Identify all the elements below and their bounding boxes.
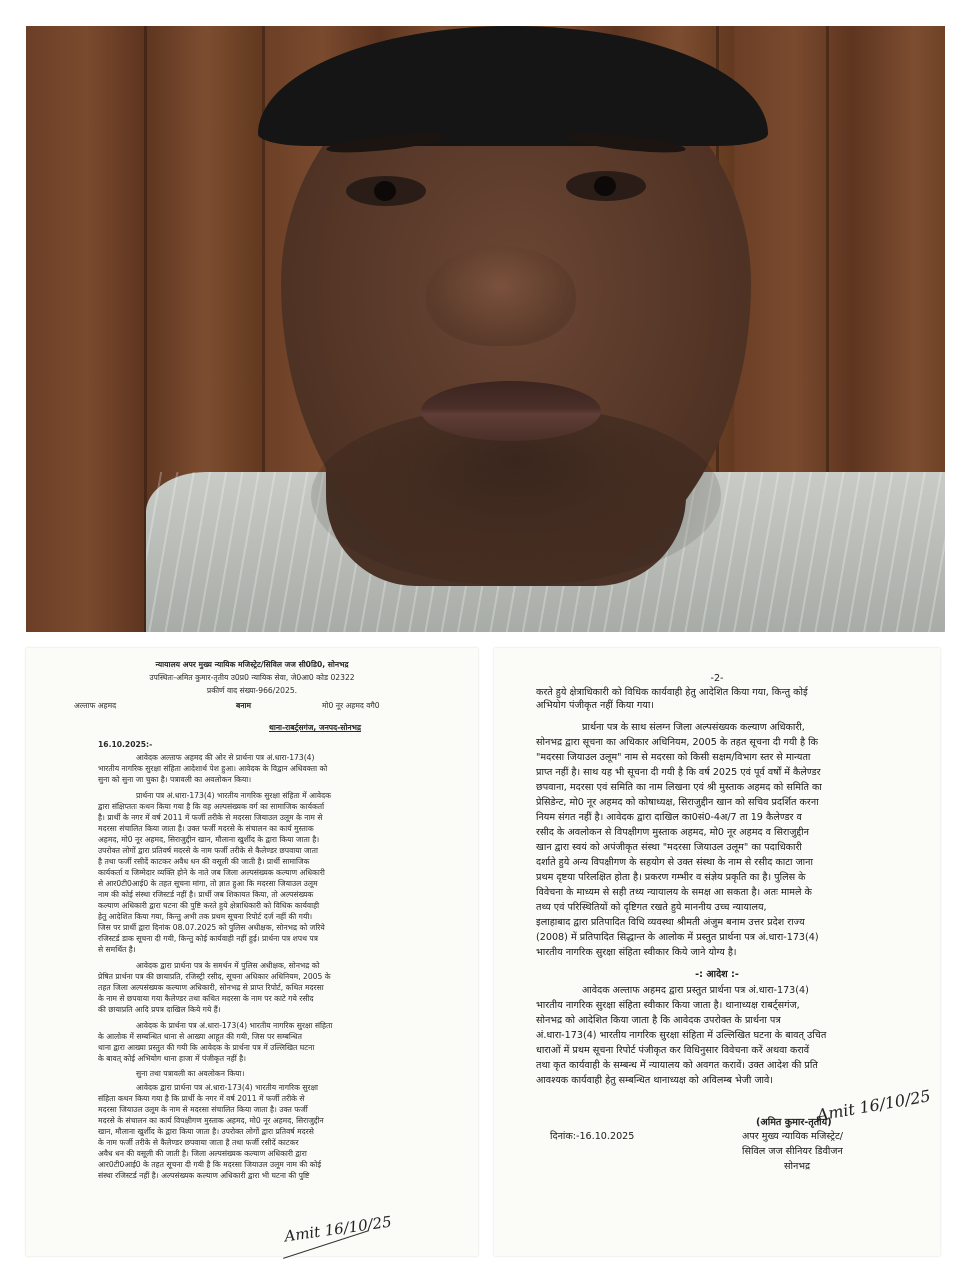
body-line: दर्शाते हुये अन्य विपक्षीगण के सहयोग से उक्त संस्था के नाम से रसीद काटा जाना <box>536 857 813 868</box>
body-line: के नाम से छपवाया गया कैलेण्डर तथा कथित मदरसा के नाम पर काटे गये रसीद <box>98 994 314 1003</box>
body-line: प्रार्थना पत्र अं.धारा-173(4) भारतीय नागरिक सुरक्षा संहिता में आवेदक <box>136 791 331 800</box>
body-line: प्रार्थना पत्र के साथ संलग्न जिला अल्पसंख्यक कल्याण अधिकारी, <box>582 722 805 733</box>
body-line: अभियोग पंजीकृत नहीं किया गया। <box>536 700 654 711</box>
designation-line-2: सिविल जज सीनियर डिवीजन <box>742 1146 843 1157</box>
body-line: "मदरसा जियाउल उलूम" नाम से मदरसा को किसी सक्षम/विभाग स्तर से मान्यता <box>536 752 811 763</box>
body-line: सोनभद्र द्वारा सूचना का अधिकार अधिनियम, 2005 के तहत सूचना दी गयी है कि <box>536 737 818 748</box>
body-line: प्रेसिडेन्ट, मो0 नूर अहमद को कोषाध्यक्ष, सिराजुद्दीन खान को सचिव प्रदर्शित करना <box>536 797 819 808</box>
body-line: अवैध धन की वसूली की जाती है। जिला अल्पसंख्यक कल्याण अधिकारी द्वारा <box>98 1149 307 1158</box>
lips <box>421 381 601 441</box>
left-eye <box>346 176 426 206</box>
page-number: -2- <box>710 673 724 684</box>
judge-signature: Amit 16/10/25 <box>283 1212 393 1246</box>
body-line: इलाहाबाद द्वारा प्रतिपादित विधि व्यवस्था श्रीमती अंजुम बनाम उत्तर प्रदेश राज्य <box>536 917 805 928</box>
body-line: भारतीय नागरिक सुरक्षा संहिता स्वीकार किये जाने योग्य है। <box>536 947 737 958</box>
order-line: अं.धारा-173(4) भारतीय नागरिक सुरक्षा संहिता में उल्लिखित घटना के बावत् उचित <box>536 1030 827 1041</box>
body-line: की छायाप्रति आदि प्रपत्र दाखिल किये गये हैं। <box>98 1005 221 1014</box>
order-date: 16.10.2025:- <box>98 740 153 749</box>
body-line: भारतीय नागरिक सुरक्षा संहिता आदेशार्थ पेश हुआ। आवेदक के विद्वान अधिवक्ता को <box>98 764 328 773</box>
order-line: आवेदक अल्ताफ अहमद द्वारा प्रस्तुत प्रार्थना पत्र अं.धारा-173(4) <box>582 985 809 996</box>
body-line: प्रथम दृष्टया परिलक्षित होता है। प्रकरण गम्भीर व संज्ञेय प्रकृति का है। पुलिस के <box>536 872 806 883</box>
place: सोनभद्र <box>784 1161 811 1172</box>
respondent-name: मो0 नूर अहमद वगै0 <box>322 701 380 710</box>
order-date: दिनांक:-16.10.2025 <box>550 1131 635 1142</box>
order-title: -: आदेश :- <box>695 969 739 980</box>
body-line: तथ्य एवं परिस्थितियों को दृष्टिगत रखते हुये माननीय उच्च न्यायालय, <box>536 902 767 913</box>
order-line: धाराओं में प्रथम सूचना रिपोर्ट पंजीकृत कर विधिनुसार विवेचना करें अथवा करावें <box>536 1045 810 1056</box>
body-line: सुना तथा पत्रावली का अवलोकन किया। <box>136 1069 245 1078</box>
body-line: आवेदक द्वारा प्रार्थना पत्र के समर्थन में पुलिस अधीक्षक, सोनभद्र को <box>136 961 320 970</box>
body-line: प्रेषित प्रार्थना पत्र की छायाप्रति, रजिस्ट्री रसीद, सूचना अधिकार अधिनियम, 2005 के <box>98 972 331 981</box>
body-line: से आर0टी0आई0 के तहत सूचना मांगा, तो ज्ञात हुआ कि मदरसा जियाउल उलूम <box>98 879 318 888</box>
police-station: थाना-राबर्ट्सगंज, जनपद-सोनभद्र <box>269 723 361 732</box>
order-line: सोनभद्र को आदेशित किया जाता है कि आवेदक उपरोक्त के प्रार्थना पत्र <box>536 1015 781 1026</box>
judge-name: (अमित कुमार-तृतीय) <box>756 1117 832 1128</box>
body-line: आर0टी0आई0 के तहत सूचना दी गयी है कि मदरसा जियाउल उलूम नाम की कोई <box>98 1160 322 1169</box>
body-line: आवेदक अल्ताफ अहमद की ओर से प्रार्थना पत्र अं.धारा-173(4) <box>136 753 315 762</box>
portrait-photo <box>26 26 945 632</box>
body-line: संस्था रजिस्टर्ड नहीं है। अल्पसंख्यक कल्याण अधिकारी द्वारा भी घटना की पुष्टि <box>98 1171 310 1180</box>
body-line: नियम संगत नहीं है। आवेदक द्वारा दाखिल का0सं0-4अ/7 ता 19 कैलेण्डर व <box>536 812 802 823</box>
applicant-name: अल्ताफ अहमद <box>74 701 117 710</box>
body-line: अहमद, मो0 नूर अहमद, सिराजुद्दीन खान, मौलाना खुर्शीद के द्वारा किया जाता है। <box>98 835 320 844</box>
body-line: प्राप्त नहीं है। साथ यह भी सूचना दी गयी है कि वर्ष 2025 एवं पूर्व वर्षों में कैलेण्डर <box>536 767 821 778</box>
body-line: करते हुये क्षेत्राधिकारी को विधिक कार्यवाही हेतु आदेशित किया गया, किन्तु कोई <box>536 687 808 698</box>
body-line: थाना द्वारा आख्या प्रस्तुत की गयी कि आवेदक के प्रार्थना पत्र में उल्लिखित घटना <box>98 1043 315 1052</box>
order-line: भारतीय नागरिक सुरक्षा संहिता स्वीकार किया जाता है। थानाध्यक्ष राबर्ट्सगंज, <box>536 1000 800 1011</box>
body-line: है तथा फर्जी रसीदें काटकर अवैध धन की वसूली की जाती है। प्रार्थी सामाजिक <box>98 857 310 866</box>
presiding-officer: उपस्थितः-अमित कुमार-तृतीय उ0प्र0 न्यायिक सेवा, जे0आ0 कोड 02322 <box>149 673 355 682</box>
body-line: आवेदक द्वारा प्रार्थना पत्र अं.धारा-173(4) भारतीय नागरिक सुरक्षा <box>136 1083 319 1092</box>
body-line: खान द्वारा स्वयं को अपंजीकृत संस्था "मदरसा जियाउल उलूम" का पदाधिकारी <box>536 842 802 853</box>
court-header: न्यायालय अपर मुख्य न्यायिक मजिस्ट्रेट/सिविल जज सी0डि0, सोनभद्र <box>155 660 349 669</box>
body-line: रजिस्टर्ड डाक सूचना दी गयी, किन्तु कोई कार्यवाही नहीं हुई। प्रार्थना पत्र शपथ पत्र <box>98 934 318 943</box>
body-line: से समर्थित है। <box>98 945 136 954</box>
order-line: तथा कृत कार्यवाही के सम्बन्ध में न्यायालय को अवगत करावें। उक्त आदेश की प्रति <box>536 1060 818 1071</box>
body-line: आवेदक के प्रार्थना पत्र अं.धारा-173(4) भारतीय नागरिक सुरक्षा संहिता <box>136 1021 333 1030</box>
versus-label: बनाम <box>236 701 252 710</box>
order-line: आवश्यक कार्यवाही हेतु सम्बन्धित थानाध्यक्ष को अविलम्ब भेजी जावे। <box>536 1075 774 1086</box>
body-line: के नाम फर्जी तरीके से कैलेण्डर छपवाया जाता है तथा फर्जी रसीदें काटकर <box>98 1138 299 1147</box>
body-line: सुना को सुना जा चुका है। पत्रावली का अवलोकन किया। <box>98 775 252 784</box>
body-line: मदरसा संचालित किया जाता है। उक्त फर्जी मदरसे के संचालन का कार्य मुस्ताक <box>98 824 314 833</box>
nose <box>426 246 576 346</box>
case-number: प्रकीर्ण वाद संख्या-966/2025. <box>206 686 298 695</box>
court-order-page-1 <box>26 648 478 1256</box>
judge-signature: Amit 16/10/25 <box>815 1086 932 1125</box>
body-line: द्वारा संक्षिप्ततः कथन किया गया है कि वह अल्पसंख्यक वर्ग का सामाजिक कार्यकर्ता <box>98 802 325 811</box>
body-line: उपरोक्त लोगों द्वारा प्रतिवर्ष मदरसे के नाम फर्जी तरीके से कैलेण्डर छपवाया जाता <box>98 846 318 855</box>
body-line: (2008) में प्रतिपादित सिद्धान्त के आलोक में प्रस्तुत प्रार्थना पत्र अं.धारा-173(4) <box>536 932 819 943</box>
court-order-page-2 <box>494 648 940 1256</box>
body-line: मदरसा जियाउल उलूम के नाम से मदरसा संचालित किया जाता है। उक्त फर्जी <box>98 1105 308 1114</box>
body-line: मदरसे के संचालन का कार्य विपक्षीगण मुस्ताक अहमद, मो0 नूर अहमद, सिराजुद्दीन <box>98 1116 324 1125</box>
hair <box>258 26 768 146</box>
body-line: नाम की कोई संस्था रजिस्टर्ड नहीं है। प्रार्थी जब शिकायत किया, तो अल्पसंख्यक <box>98 890 314 899</box>
right-eye <box>566 171 646 201</box>
body-line: हेतु आदेशित किया गया, किन्तु अभी तक प्रथम सूचना रिपोर्ट दर्ज नहीं की गयी। <box>98 912 313 921</box>
body-line: तहत जिला अल्पसंख्यक कल्याण अधिकारी, सोनभद्र से प्राप्त रिपोर्ट, कथित मदरसा <box>98 983 324 992</box>
body-line: रसीद के अवलोकन से विपक्षीगण मुस्ताक अहमद, मो0 नूर अहमद व सिराजुद्दीन <box>536 827 809 838</box>
body-line: कार्यकर्ता व जिम्मेदार व्यक्ति होने के नाते जब जिला अल्पसंख्यक कल्याण अधिकारी <box>98 868 325 877</box>
body-line: है। प्रार्थी के नगर में वर्ष 2011 में फर्जी तरीके से मदरसा जियाउल उलूम के नाम से <box>98 813 323 822</box>
body-line: खान, मौलाना खुर्शीद के द्वारा किया जाता है। उपरोक्त लोगों द्वारा प्रतिवर्ष मदरसे <box>98 1127 314 1136</box>
body-line: कल्याण अधिकारी द्वारा घटना की पुष्टि करते हुये क्षेत्राधिकारी को विधिक कार्यवाही <box>98 901 320 910</box>
body-line: के बावत् कोई अभियोग थाना हाजा में पंजीकृत नहीं है। <box>98 1054 247 1063</box>
body-line: जिस पर प्रार्थी द्वारा दिनांक 08.07.2025 को पुलिस अधीक्षक, सोनभद्र को जरिये <box>98 923 325 932</box>
body-line: के आलोक में सम्बन्धित थाना से आख्या आहूत की गयी, जिस पर सम्बन्धित <box>98 1032 302 1041</box>
body-line: विवेचना के माध्यम से सही तथ्य न्यायालय के समक्ष आ सकता है। अतः मामले के <box>536 887 812 898</box>
body-line: छपवाना, मदरसा एवं समिति का नाम लिखना एवं श्री मुस्ताक अहमद को समिति का <box>536 782 822 793</box>
body-line: संहिता कथन किया गया है कि प्रार्थी के नगर में वर्ष 2011 में फर्जी तरीके से <box>98 1094 305 1103</box>
designation-line-1: अपर मुख्य न्यायिक मजिस्ट्रेट/ <box>742 1131 844 1142</box>
